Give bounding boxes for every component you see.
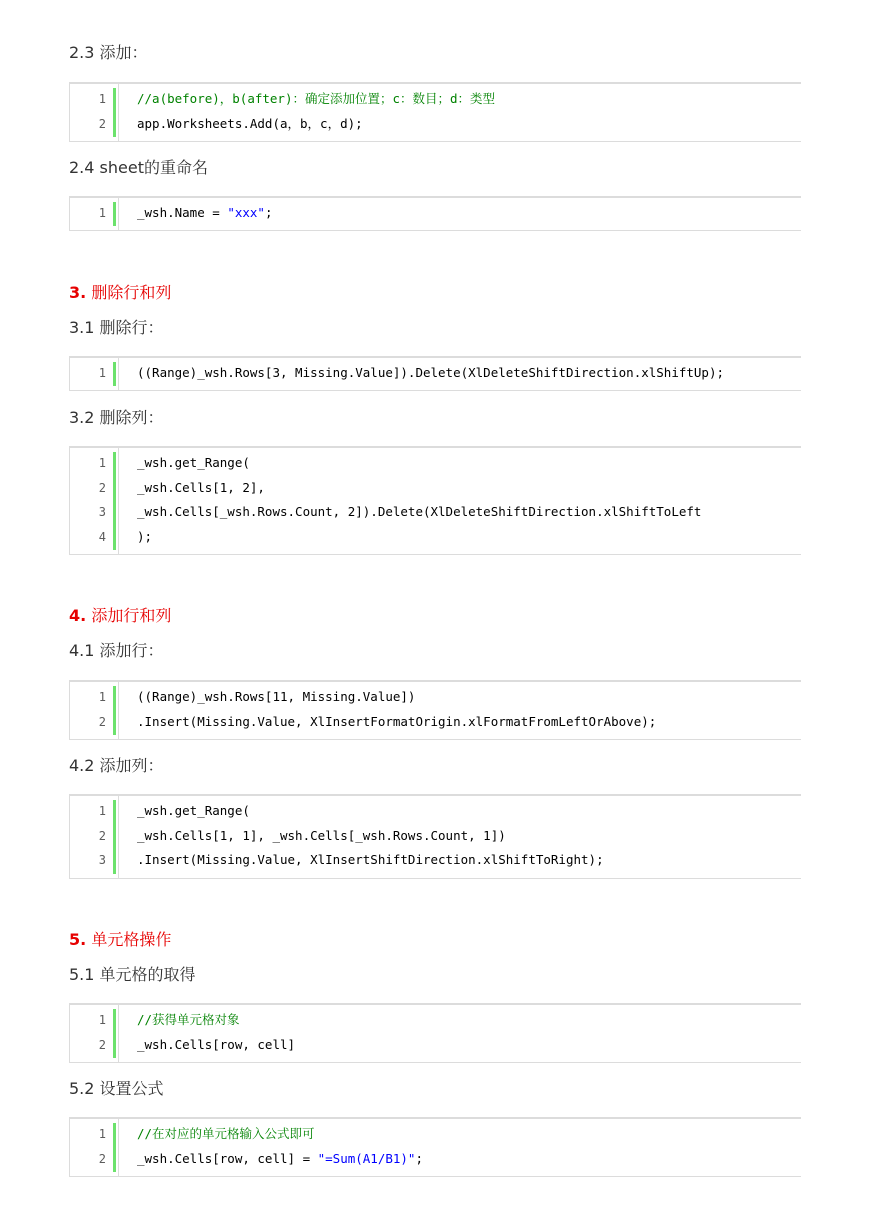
section-title: 添加行和列 (91, 606, 172, 625)
code-line (70, 824, 801, 849)
section-number: 4. (69, 606, 87, 625)
section-heading-2-3: 2.3 添加： (69, 43, 148, 62)
code-line (70, 1147, 801, 1172)
line-number: 2 (98, 480, 106, 495)
code-line (70, 799, 801, 824)
code-line (70, 685, 801, 710)
code-text: _wsh.Cells[_wsh.Rows.Count, 2]).Delete(XlDeleteShiftDirection.xlShiftToLeft (137, 504, 702, 519)
code-line (70, 476, 801, 501)
line-number: 1 (98, 690, 106, 704)
section-heading-3-1: 3.1 删除行： (69, 318, 164, 337)
code-text: ); (137, 528, 153, 544)
section-heading-4 (69, 605, 171, 627)
line-number: 3 (98, 505, 106, 519)
code-line (70, 848, 801, 873)
code-line (70, 710, 801, 735)
code-line (70, 1122, 801, 1147)
section-heading-4-1: 4.1 添加行： (69, 641, 164, 660)
code-text (137, 201, 272, 226)
code-string: "xxx" (227, 205, 265, 220)
code-block-set-formula (69, 1117, 801, 1177)
section-heading-3 (69, 282, 171, 304)
code-text: _wsh.get_Range( (137, 455, 250, 470)
code-text: _wsh.Cells[row, cell] (137, 1036, 296, 1052)
section-title: 单元格操作 (91, 930, 172, 949)
code-block-rename-sheet (69, 196, 801, 231)
code-block-get-cell (69, 1003, 801, 1063)
line-number: 2 (98, 1151, 106, 1166)
code-text: _wsh.Cells[1, 2], (137, 479, 265, 495)
code-text: .Insert(Missing.Value, XlInsertShiftDirection.xlShiftToRight); (137, 852, 604, 867)
code-line (70, 1033, 801, 1058)
line-number: 1 (98, 456, 106, 470)
section-heading-4-2: 4.2 添加列： (69, 756, 164, 775)
code-line (70, 525, 801, 550)
line-number: 2 (98, 828, 106, 843)
line-number: 1 (98, 1127, 106, 1141)
code-plain: _wsh.Cells[row, cell] = (137, 1150, 318, 1166)
section-number: 5. (69, 930, 87, 949)
code-block-insert-column (69, 794, 801, 879)
section-number: 3. (69, 283, 87, 302)
line-number: 1 (98, 92, 106, 106)
code-plain: ; (264, 205, 273, 220)
section-heading-5 (69, 929, 171, 951)
code-block-add-worksheet (69, 82, 801, 142)
code-text: _wsh.Cells[1, 1], _wsh.Cells[_wsh.Rows.Count, 1]) (137, 827, 506, 843)
line-number: 4 (98, 529, 106, 544)
code-plain: ; (415, 1150, 423, 1166)
code-text: .Insert(Missing.Value, XlInsertFormatOrigin.xlFormatFromLeftOrAbove); (137, 713, 657, 729)
code-line (70, 451, 801, 476)
section-title: 删除行和列 (91, 283, 172, 302)
section-heading-2-4: 2.4 sheet的重命名 (69, 158, 208, 177)
code-text: ((Range)_wsh.Rows[3, Missing.Value]).Delete(XlDeleteShiftDirection.xlShiftUp); (137, 365, 724, 380)
code-block-delete-column (69, 446, 801, 555)
code-text: app.Worksheets.Add(a，b，c，d); (137, 115, 363, 131)
code-string: "=Sum(A1/B1)" (317, 1150, 416, 1166)
code-text: _wsh.get_Range( (137, 803, 250, 818)
section-heading-3-2: 3.2 删除列： (69, 408, 164, 427)
code-comment: //a(before)，b(after)：确定添加位置；c：数目；d：类型 (137, 91, 496, 106)
code-text: ((Range)_wsh.Rows[11, Missing.Value]) (137, 689, 416, 704)
code-block-insert-row (69, 680, 801, 740)
code-block-delete-row (69, 356, 801, 391)
code-line (70, 112, 801, 137)
line-number: 1 (98, 206, 106, 220)
line-number: 1 (98, 1013, 106, 1027)
code-plain: _wsh.Name = (137, 205, 228, 220)
line-number: 1 (98, 366, 106, 380)
line-number: 2 (98, 714, 106, 729)
code-line (70, 87, 801, 112)
code-text (137, 1147, 423, 1172)
code-line (70, 1008, 801, 1033)
section-heading-5-2: 5.2 设置公式 (69, 1079, 164, 1098)
code-comment: //在对应的单元格输入公式即可 (137, 1126, 315, 1141)
line-number: 2 (98, 1037, 106, 1052)
line-number: 1 (98, 804, 106, 818)
code-line (70, 361, 801, 386)
code-line (70, 201, 801, 226)
code-line (70, 500, 801, 525)
line-number: 3 (98, 853, 106, 867)
section-heading-5-1: 5.1 单元格的取得 (69, 965, 196, 984)
line-number: 2 (98, 116, 106, 131)
code-comment: //获得单元格对象 (137, 1012, 240, 1027)
